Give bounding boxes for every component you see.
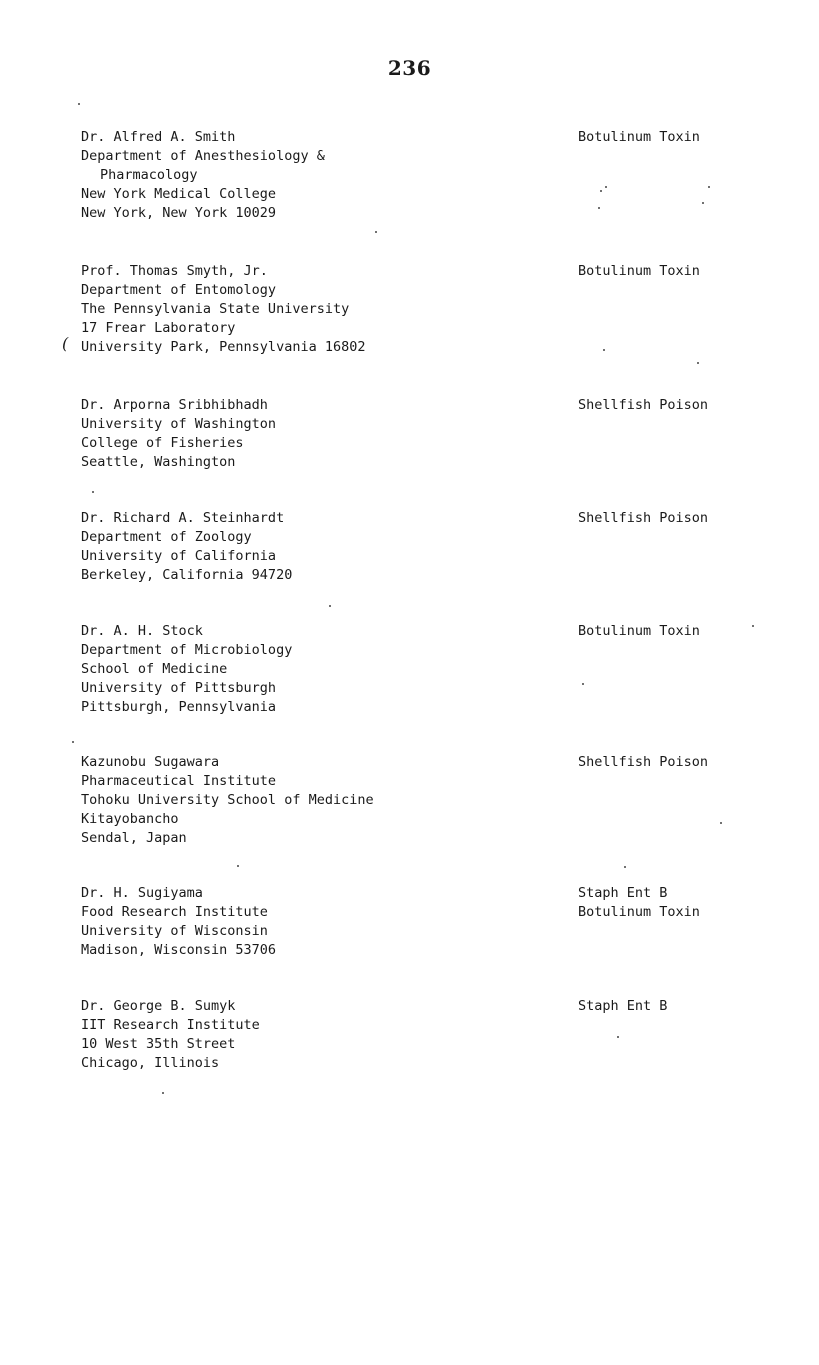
contact-name: Dr. Alfred A. Smith [81, 129, 236, 145]
address-line: Department of Entomology [81, 282, 277, 298]
scan-speck [375, 231, 377, 233]
scan-speck [720, 822, 722, 824]
topic-label: Staph Ent B [578, 885, 668, 901]
address-line: New York, New York 10029 [81, 205, 277, 221]
address-block [81, 128, 541, 223]
address-line: Chicago, Illinois [81, 1055, 220, 1071]
scan-speck [697, 362, 699, 364]
topic-column [578, 997, 778, 1016]
address-block [81, 753, 541, 848]
address-line: Pharmacology [100, 167, 198, 183]
topic-column [578, 884, 778, 922]
scan-speck [752, 625, 754, 627]
contact-name: Dr. A. H. Stock [81, 623, 203, 639]
address-line: Berkeley, California 94720 [81, 567, 293, 583]
scan-speck [702, 202, 704, 204]
topic-column [578, 622, 778, 641]
topic-label: Botulinum Toxin [578, 263, 700, 279]
address-line: Madison, Wisconsin 53706 [81, 942, 277, 958]
address-line: Tohoku University School of Medicine [81, 792, 374, 808]
contact-name: Prof. Thomas Smyth, Jr. [81, 263, 268, 279]
scan-speck [708, 186, 710, 188]
address-line: University of Pittsburgh [81, 680, 277, 696]
topic-label: Botulinum Toxin [578, 129, 700, 145]
address-block [81, 262, 541, 357]
address-line: Food Research Institute [81, 904, 268, 920]
address-line: Pharmaceutical Institute [81, 773, 277, 789]
address-line: University Park, Pennsylvania 16802 [81, 339, 366, 355]
scan-speck [582, 683, 584, 685]
topic-column [578, 128, 778, 147]
address-line: Pittsburgh, Pennsylvania [81, 699, 277, 715]
scan-speck [598, 207, 600, 209]
address-line: 17 Frear Laboratory [81, 320, 236, 336]
topic-column [578, 396, 778, 415]
scan-speck [78, 103, 80, 105]
topic-label: Staph Ent B [578, 998, 668, 1014]
scan-speck [329, 605, 331, 607]
address-line: Department of Microbiology [81, 642, 293, 658]
address-line: New York Medical College [81, 186, 277, 202]
contact-name: Dr. Richard A. Steinhardt [81, 510, 285, 526]
topic-label: Shellfish Poison [578, 754, 709, 770]
address-line: Department of Anesthesiology & [81, 148, 325, 164]
scan-speck [92, 491, 94, 493]
scan-speck [600, 190, 602, 192]
address-line: College of Fisheries [81, 435, 244, 451]
address-line: The Pennsylvania State University [81, 301, 350, 317]
scan-speck [603, 349, 605, 351]
address-line: University of Washington [81, 416, 277, 432]
scan-speck [624, 866, 626, 868]
address-block [81, 622, 541, 717]
scan-speck [162, 1092, 164, 1094]
address-line: University of California [81, 548, 277, 564]
address-line: Kitayobancho [81, 811, 179, 827]
scan-speck [605, 186, 607, 188]
address-line: IIT Research Institute [81, 1017, 260, 1033]
contact-name: Dr. Arporna Sribhibhadh [81, 397, 268, 413]
scan-speck [617, 1036, 619, 1038]
topic-label: Shellfish Poison [578, 397, 709, 413]
address-line: School of Medicine [81, 661, 228, 677]
contact-name: Dr. George B. Sumyk [81, 998, 236, 1014]
address-line: 10 West 35th Street [81, 1036, 236, 1052]
address-line: Department of Zoology [81, 529, 252, 545]
topic-column [578, 262, 778, 281]
address-line: Seattle, Washington [81, 454, 236, 470]
margin-mark: ( [62, 334, 69, 353]
scan-speck [237, 865, 239, 867]
page-number: 236 [387, 56, 432, 80]
topic-column [578, 753, 778, 772]
topic-label: Botulinum Toxin [578, 904, 700, 920]
address-block [81, 396, 541, 472]
address-block [81, 997, 541, 1073]
contact-name: Dr. H. Sugiyama [81, 885, 203, 901]
scan-speck [72, 741, 74, 743]
topic-column [578, 509, 778, 528]
contact-name: Kazunobu Sugawara [81, 754, 220, 770]
address-block [81, 884, 541, 960]
address-line: University of Wisconsin [81, 923, 268, 939]
topic-label: Shellfish Poison [578, 510, 709, 526]
address-block [81, 509, 541, 585]
address-line: Sendal, Japan [81, 830, 187, 846]
topic-label: Botulinum Toxin [578, 623, 700, 639]
